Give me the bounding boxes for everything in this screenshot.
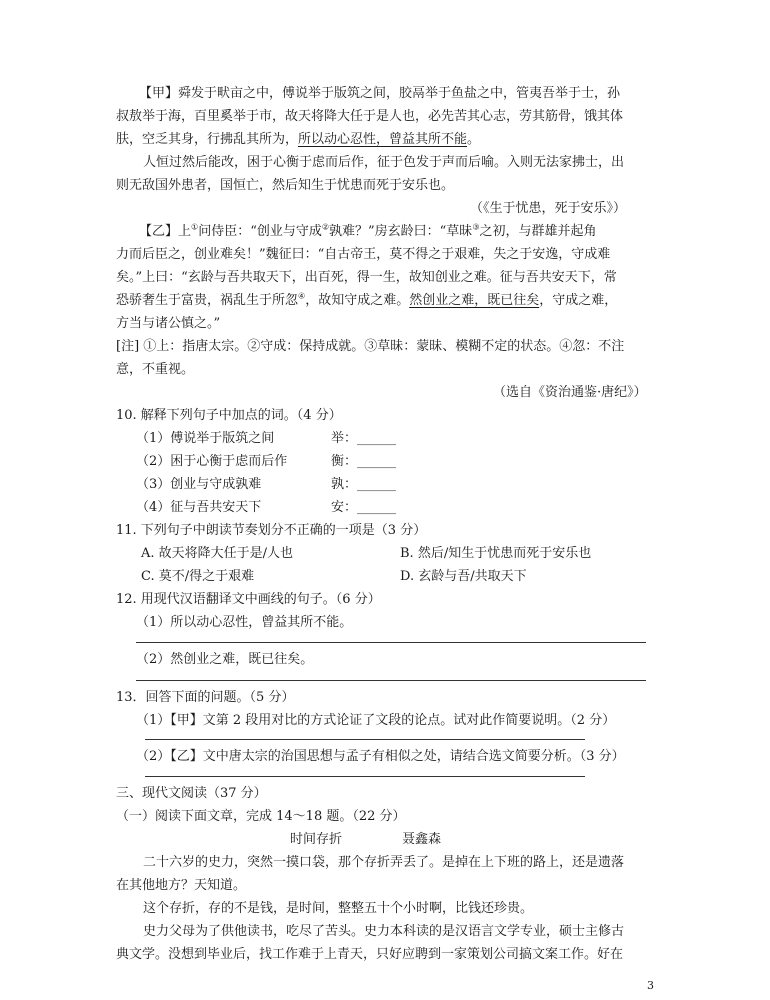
q10-item-2: （2）困于心衡于虑而后作 bbox=[136, 454, 288, 469]
footnote-mark-3: ③ bbox=[472, 222, 480, 232]
footnote-mark-1: ① bbox=[191, 222, 199, 232]
yi-underlined-sentence: 然创业之难，既已往矣 bbox=[409, 293, 540, 308]
jia-p2-line-1: 人恒过然后能改，困于心衡于虑而后作，征于色发于声而后喻。入则无法家拂士，出 bbox=[143, 155, 625, 170]
yi-line-3: 矣。”上曰：“玄龄与吾共取天下，出百死，得一生，故知创业之难。征与吾共安天下，常 bbox=[116, 270, 617, 285]
q10-stem: 10. 解释下列句子中加点的词。（4 分） bbox=[116, 408, 342, 423]
answer-line bbox=[136, 642, 646, 643]
q10-blank-4: 安：______ bbox=[331, 500, 397, 515]
yi-line-4 bbox=[116, 291, 617, 311]
yi-l4-c: ，守成之难， bbox=[539, 293, 618, 308]
yi-l1-c: 孰难？”房玄龄曰：“草昧 bbox=[329, 224, 473, 239]
q10-blank-1: 举：______ bbox=[331, 431, 397, 446]
jia-p2-line-2: 则无敌国外患者，国恒亡，然后知生于忧患而死于安乐也。 bbox=[116, 178, 455, 193]
q10-blank-2: 衡：______ bbox=[331, 454, 397, 469]
jia-line-3-end: 。 bbox=[467, 132, 481, 147]
yi-l4-b: ，故知守成之难。 bbox=[305, 293, 410, 308]
q10-item-3: （3）创业与守成孰难 bbox=[136, 477, 262, 492]
jia-underlined-sentence: 所以动心忍性，曾益其所不能 bbox=[298, 132, 468, 147]
q10-item-4: （4）征与吾共安天下 bbox=[136, 500, 262, 515]
article-p3-line-1: 史力父母为了供他读书，吃尽了苦头。史力本科读的是汉语言文学专业，硕士主修古 bbox=[143, 924, 625, 939]
section-3-subtitle: （一）阅读下面文章，完成 14～18 题。（22 分） bbox=[116, 809, 406, 824]
q13-sub-2: （2）【乙】文中唐太宗的治国思想与孟子有相似之处，请结合选文简要分析。（3 分） bbox=[136, 749, 625, 764]
jia-source: （《生于忧患，死于安乐》） bbox=[470, 201, 627, 216]
article-p1-line-1: 二十六岁的史力，突然一摸口袋，那个存折弄丢了。是掉在上下班的路上，还是遗落 bbox=[143, 855, 625, 870]
footnote-mark-4: ④ bbox=[298, 291, 306, 301]
yi-l4-a: 恐骄奢生于富贵，祸乱生于所忽 bbox=[116, 293, 299, 308]
q10-blank-3: 孰：______ bbox=[331, 477, 397, 492]
article-title: 时间存折 bbox=[290, 832, 343, 847]
q11-option-a: A. 故天将降大任于是/人也 bbox=[141, 546, 294, 561]
yi-note-line-1: [注] ①上：指唐太宗。②守成：保持成就。③草昧：蒙昧、模糊不定的状态。④忽：不注 bbox=[116, 339, 625, 354]
jia-line-1: 【甲】舜发于畎亩之中，傅说举于版筑之间，胶鬲举于鱼盐之中，管夷吾举于士，孙 bbox=[139, 86, 621, 101]
jia-line-2: 叔敖举于海，百里奚举于市，故天将降大任于是人也，必先苦其心志，劳其筋骨，饿其体 bbox=[116, 109, 624, 124]
yi-l1-b: 问侍臣：“创业与守成 bbox=[198, 224, 322, 239]
jia-line-3-text: 肤，空乏其身，行拂乱其所为， bbox=[116, 132, 299, 147]
q12-stem: 12. 用现代汉语翻译文中画线的句子。（6 分） bbox=[116, 592, 381, 607]
jia-line-3 bbox=[116, 130, 480, 150]
q11-option-c: C. 莫不/得之于艰难 bbox=[141, 569, 255, 584]
q12-sentence-2: （2）然创业之难，既已往矣。 bbox=[136, 652, 314, 667]
yi-l1-a: 【乙】上 bbox=[139, 224, 192, 239]
yi-line-5: 方当与诸公慎之。” bbox=[116, 316, 221, 331]
q11-stem: 11. 下列句子中朗读节奏划分不正确的一项是（3 分） bbox=[116, 523, 427, 538]
page-number: 3 bbox=[647, 979, 654, 992]
yi-line-2: 力而后臣之，创业难矣！”魏征曰：“自古帝王，莫不得之于艰难，失之于安逸，守成难 bbox=[116, 247, 611, 262]
article-p2: 这个存折，存的不是钱，是时间，整整五十个小时啊，比钱还珍贵。 bbox=[143, 901, 534, 916]
yi-source: （选自《资治通鉴·唐纪》） bbox=[493, 385, 647, 400]
q12-sentence-1: （1）所以动心忍性，曾益其所不能。 bbox=[136, 615, 353, 630]
yi-note-line-2: 意，不重视。 bbox=[116, 362, 195, 377]
q10-item-1: （1）傅说举于版筑之间 bbox=[136, 431, 275, 446]
footnote-mark-2: ② bbox=[321, 222, 330, 232]
answer-line bbox=[145, 739, 585, 740]
article-author: 聂鑫森 bbox=[402, 832, 442, 847]
q11-option-b: B. 然后/知生于忧患而死于安乐也 bbox=[400, 546, 592, 561]
article-p1-line-2: 在其他地方？天知道。 bbox=[116, 878, 247, 893]
q13-sub-1: （1）【甲】文第 2 段用对比的方式论证了文段的论点。试对此作简要说明。（2 分） bbox=[136, 713, 616, 728]
section-3-title: 三、现代文阅读（37 分） bbox=[116, 786, 267, 801]
q11-option-d: D. 玄龄与吾/共取天下 bbox=[400, 569, 527, 584]
article-p3-line-2: 典文学。没想到毕业后，找工作难于上青天，只好应聘到一家策划公司搞文案工作。好在 bbox=[116, 947, 624, 962]
yi-line-1 bbox=[139, 222, 597, 242]
answer-line bbox=[145, 776, 585, 777]
answer-line bbox=[136, 680, 646, 681]
q13-stem: 13．回答下面的问题。（5 分） bbox=[116, 690, 295, 705]
yi-l1-d: 之初，与群雄并起角 bbox=[479, 224, 597, 239]
